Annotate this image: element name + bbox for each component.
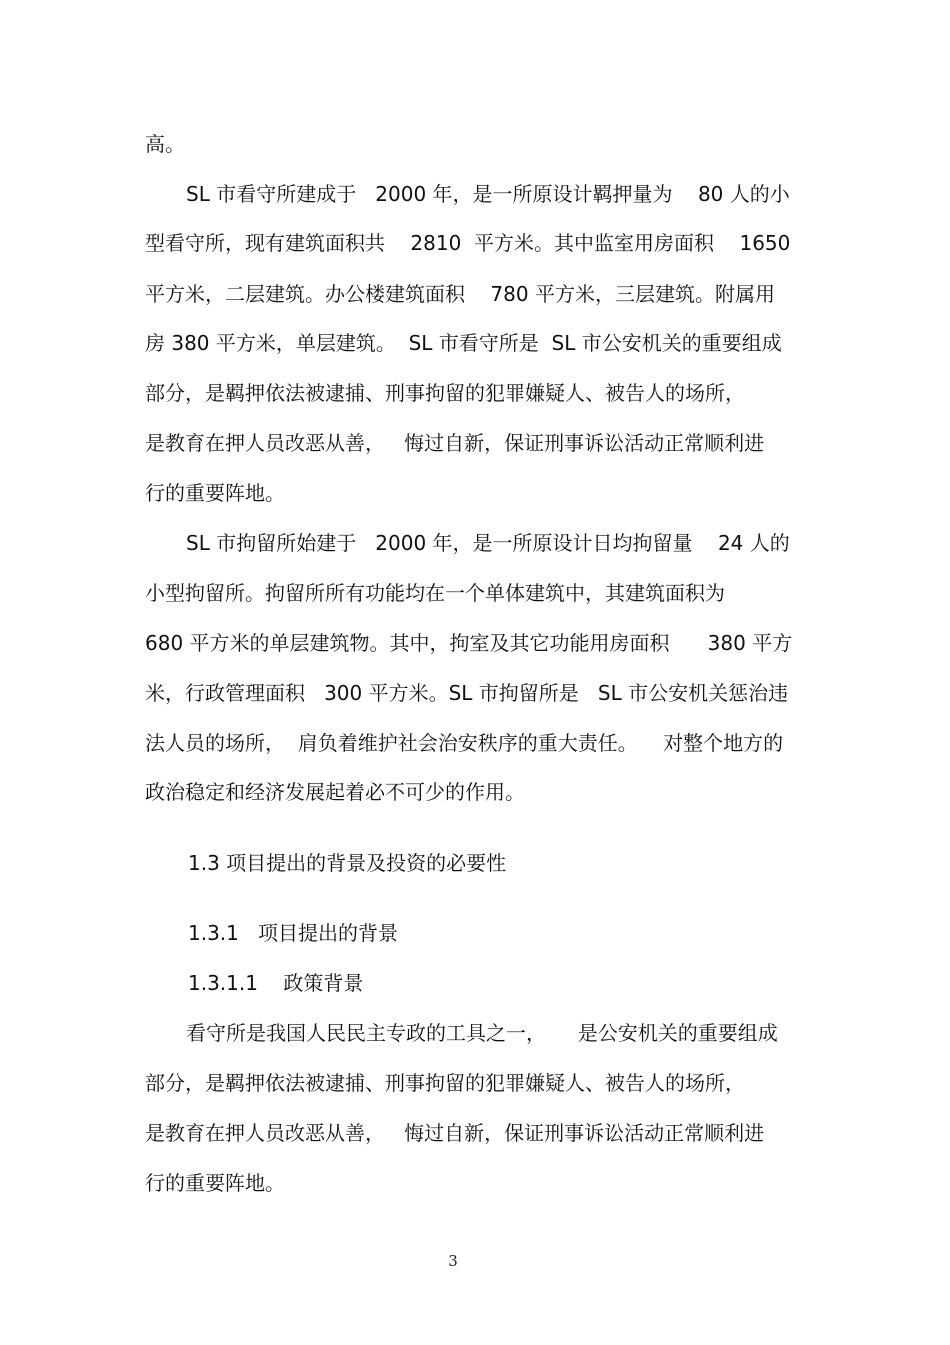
paragraph-line: 是教育在押人员改恶从善， 悔过自新，保证刑事诉讼活动正常顺利进 xyxy=(145,431,765,455)
section-heading-1-3-1: 1.3.1 项目提出的背景 xyxy=(188,921,398,945)
paragraph-line: 政治稳定和经济发展起着必不可少的作用。 xyxy=(145,780,525,804)
paragraph-line: 米，行政管理面积 300 平方米。SL 市拘留所是 SL 市公安机关惩治违 xyxy=(145,681,789,705)
paragraph-line: 型看守所，现有建筑面积共 2810 平方米。其中监室用房面积 1650 xyxy=(145,231,791,255)
paragraph-line: 部分，是羁押依法被逮捕、刑事拘留的犯罪嫌疑人、被告人的场所， xyxy=(145,1071,745,1095)
paragraph-line: 是教育在押人员改恶从善， 悔过自新，保证刑事诉讼活动正常顺利进 xyxy=(145,1121,765,1145)
paragraph-line: 680 平方米的单层建筑物。其中，拘室及其它功能用房面积 380 平方 xyxy=(145,631,793,655)
paragraph-line: 看守所是我国人民民主专政的工具之一， 是公安机关的重要组成 xyxy=(186,1021,778,1045)
continued-line: 高。 xyxy=(145,132,185,156)
paragraph-line: 房 380 平方米，单层建筑。 SL 市看守所是 SL 市公安机关的重要组成 xyxy=(145,331,782,355)
section-heading-1-3-1-1: 1.3.1.1 政策背景 xyxy=(188,971,364,995)
paragraph-line: 平方米，二层建筑。办公楼建筑面积 780 平方米，三层建筑。附属用 xyxy=(145,282,775,306)
paragraph-line: 小型拘留所。拘留所所有功能均在一个单体建筑中，其建筑面积为 xyxy=(145,581,725,605)
paragraph-line: 部分，是羁押依法被逮捕、刑事拘留的犯罪嫌疑人、被告人的场所， xyxy=(145,381,745,405)
paragraph-line: 行的重要阵地。 xyxy=(145,481,285,505)
section-heading-1-3: 1.3 项目提出的背景及投资的必要性 xyxy=(188,851,507,875)
paragraph-line: SL 市看守所建成于 2000 年，是一所原设计羁押量为 80 人的小 xyxy=(186,182,790,206)
paragraph-line: 法人员的场所， 肩负着维护社会治安秩序的重大责任。 对整个地方的 xyxy=(145,731,784,755)
paragraph-line: 行的重要阵地。 xyxy=(145,1171,285,1195)
page-number: 3 xyxy=(448,1252,458,1270)
paragraph-line: SL 市拘留所始建于 2000 年，是一所原设计日均拘留量 24 人的 xyxy=(186,531,790,555)
